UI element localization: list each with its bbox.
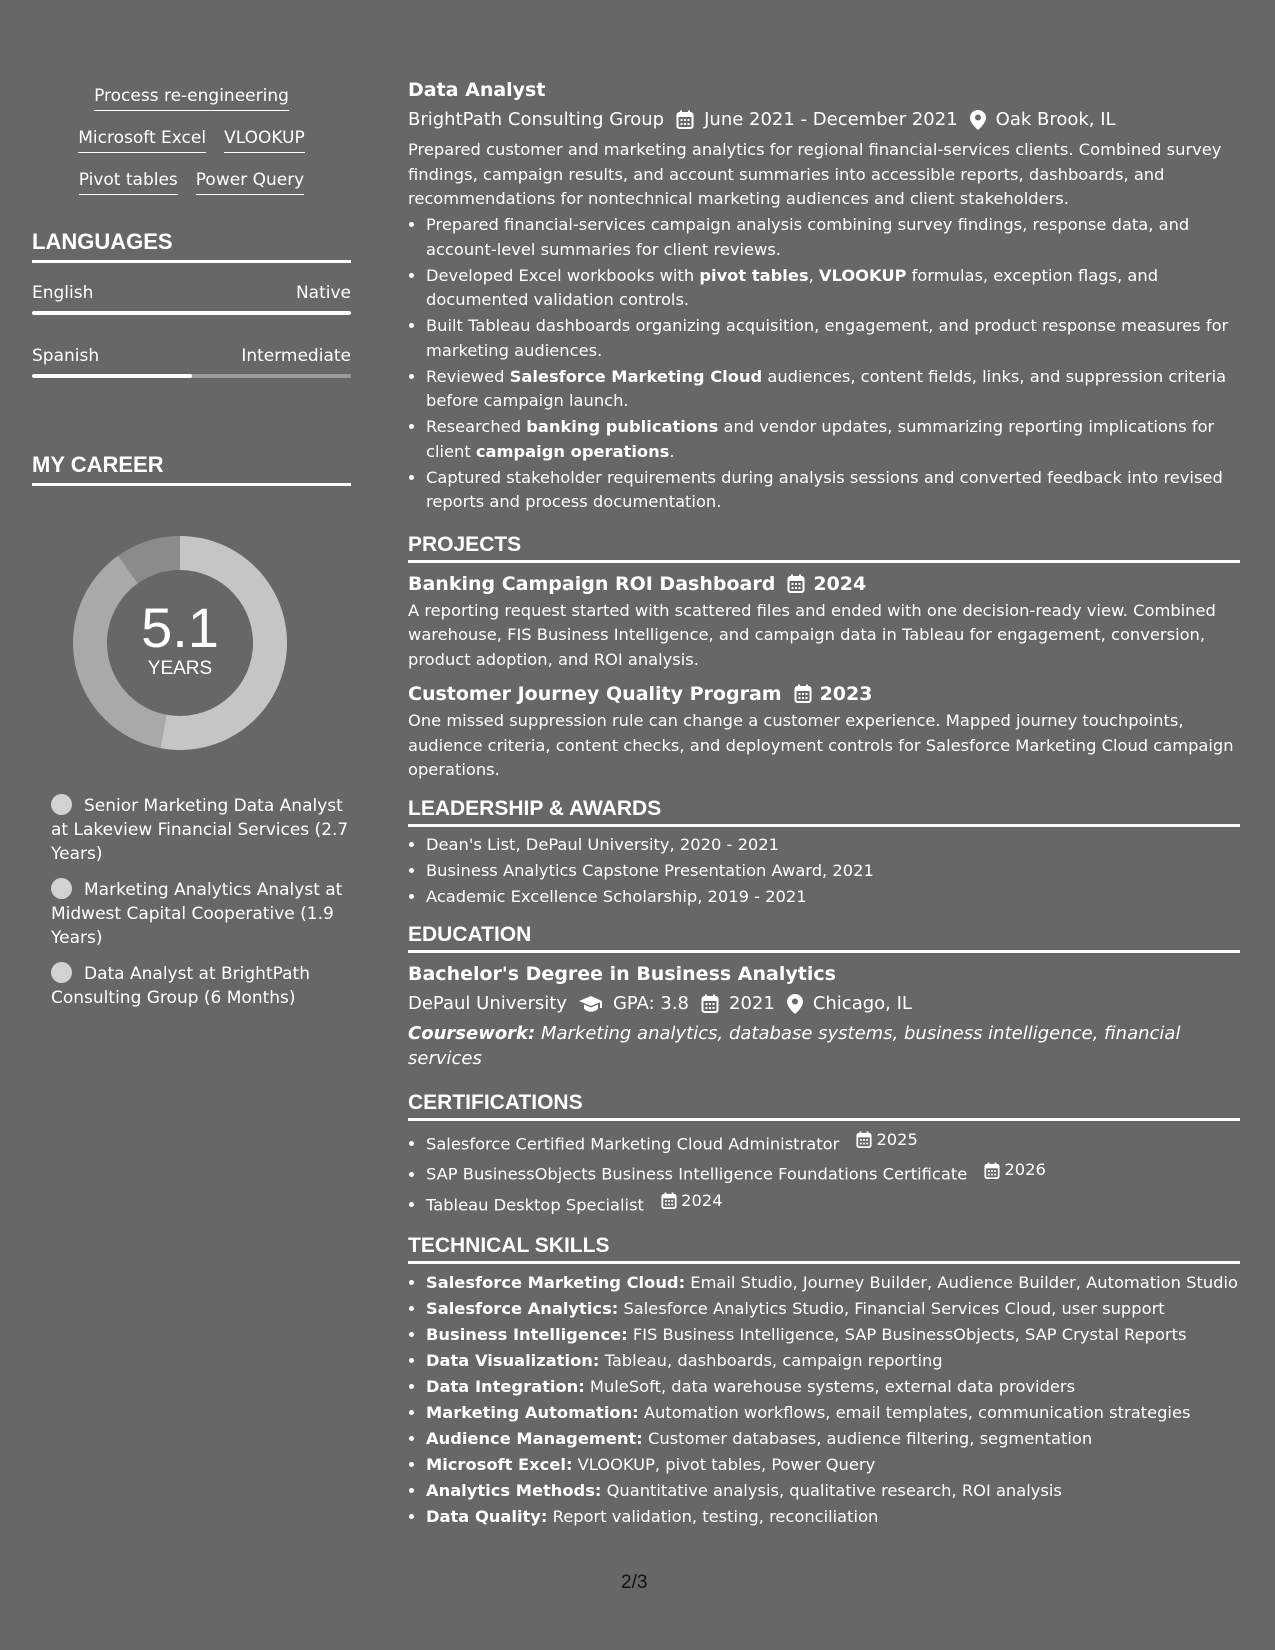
skill-item (426, 1323, 1240, 1348)
coursework-label: Coursework: (408, 1023, 536, 1044)
skill-value: Customer databases, audience filtering, segmentation (647, 1429, 1093, 1449)
skill-value: Salesforce Analytics Studio, Financial Services Cloud, user support (623, 1299, 1165, 1319)
career-donut (65, 528, 295, 758)
skill-item (426, 1401, 1240, 1426)
project-header (408, 682, 1240, 706)
job-bullet (426, 365, 1240, 414)
career-legend-item (51, 794, 351, 866)
certifications-list (408, 1128, 1240, 1217)
skills-list (408, 1271, 1240, 1530)
bullet-text: formulas, exception flags, and documented validation controls. (426, 265, 1159, 309)
job-bullet (426, 213, 1240, 262)
certifications-heading: CERTIFICATIONS (408, 1091, 1240, 1121)
calendar-icon (984, 1162, 1000, 1180)
education-heading: EDUCATION (408, 923, 1240, 953)
school-name: DePaul University (408, 993, 567, 1014)
job-bullet (426, 415, 1240, 464)
job-meta (408, 107, 1240, 133)
bullet-text: Researched (426, 417, 527, 436)
calendar-icon (794, 684, 812, 704)
skill-label: Data Quality: (426, 1507, 548, 1527)
certification-name: Salesforce Certified Marketing Cloud Administrator (426, 1134, 840, 1154)
skill-value: FIS Business Intelligence, SAP BusinessObjects, SAP Crystal Reports (632, 1325, 1187, 1345)
skill-label: Marketing Automation: (426, 1403, 639, 1423)
skill-tag: Process re-engineering (94, 86, 289, 111)
school-location: Chicago, IL (812, 993, 912, 1014)
job-bullet (426, 466, 1240, 515)
bullet-text: , (808, 265, 819, 285)
leadership-list (408, 833, 1240, 910)
career-legend (51, 794, 351, 1010)
tag-row (32, 170, 351, 195)
calendar-icon (676, 110, 694, 130)
graduation-year: 2021 (729, 993, 775, 1014)
skill-tag: Pivot tables (79, 170, 178, 195)
project-year: 2024 (813, 572, 867, 595)
career-total-unit: YEARS (147, 658, 213, 679)
skill-label: Data Integration: (426, 1377, 585, 1397)
skill-value: Tableau, dashboards, campaign reporting (604, 1351, 943, 1371)
leadership-heading: LEADERSHIP & AWARDS (408, 797, 1240, 827)
job-bullets (408, 213, 1240, 515)
bullet-keyword: VLOOKUP (818, 265, 907, 285)
bullet-text: Built Tableau dashboards organizing acquisition, engagement, and product response measures for marketing audiences. (426, 316, 1229, 360)
bullet-text: Reviewed (426, 366, 510, 386)
skill-item (426, 1349, 1240, 1374)
education-section (408, 923, 1240, 1071)
coursework-text: Marketing analytics, database systems, business intelligence, financial services (408, 1023, 1181, 1069)
language-bar (32, 311, 351, 315)
language-item (32, 282, 351, 315)
skill-tag: VLOOKUP (224, 128, 305, 153)
skill-item (426, 1453, 1240, 1478)
main-content (408, 78, 1240, 1530)
skill-item (426, 1375, 1240, 1400)
calendar-icon (856, 1131, 872, 1149)
language-bar-fill (32, 311, 351, 315)
project-item (408, 682, 1240, 783)
certification-name: Tableau Desktop Specialist (426, 1194, 644, 1214)
career-role: Data Analyst at BrightPath Consulting Group (6 Months) (51, 964, 310, 1008)
projects-heading: PROJECTS (408, 533, 1240, 563)
career-section (32, 452, 351, 1010)
skill-tag: Microsoft Excel (78, 128, 206, 153)
job-summary: Prepared customer and marketing analytics for regional financial-services clients. Combined survey findings, campaign results, and account summaries into accessible reports, dashboards, and recommendations for nontechnical marketing audiences and client stakeholders. (408, 140, 1222, 208)
certifications-section (408, 1091, 1240, 1217)
bullet-keyword: pivot tables (699, 265, 809, 285)
bullet-keyword: banking publications (526, 417, 719, 436)
project-description: A reporting request started with scattered files and ended with one decision-ready view. Combined warehouse, FIS Business Intelligence, and campaign data in Tableau for engagement, conversion, product adoption, and ROI analysis. (408, 600, 1216, 669)
skill-tag: Power Query (196, 170, 304, 195)
job-dates: June 2021 - December 2021 (704, 109, 958, 130)
skill-value: MuleSoft, data warehouse systems, external data providers (589, 1377, 1076, 1397)
projects-section (408, 533, 1240, 783)
bullet-text: Captured stakeholder requirements during analysis sessions and converted feedback into revised reports and process documentation. (426, 467, 1223, 511)
education-meta (408, 991, 1240, 1017)
job-bullet (426, 314, 1240, 363)
skills-heading: TECHNICAL SKILLS (408, 1234, 1240, 1264)
project-item (408, 572, 1240, 673)
project-description: One missed suppression rule can change a customer experience. Mapped journey touchpoints, audience criteria, content checks, and deployment controls for Salesforce Marketing Cloud campaign operations. (408, 711, 1234, 779)
skill-label: Salesforce Analytics: (426, 1299, 619, 1319)
job-location: Oak Brook, IL (995, 109, 1116, 130)
job-bullet (426, 264, 1240, 313)
language-level: Intermediate (241, 346, 351, 366)
bullet-keyword: Salesforce Marketing Cloud (509, 366, 763, 386)
career-total-number: 5.1 (141, 596, 219, 659)
language-name: English (32, 283, 94, 303)
tag-row (32, 128, 351, 153)
career-role: Senior Marketing Data Analyst at Lakeview Financial Services (2.7 Years) (51, 796, 349, 864)
language-item (32, 345, 351, 378)
skill-value: Quantitative analysis, qualitative research, ROI analysis (606, 1481, 1062, 1501)
bullet-keyword: campaign operations (475, 441, 670, 461)
skill-label: Audience Management: (426, 1429, 643, 1449)
coursework (408, 1021, 1240, 1071)
certification-item (426, 1189, 1240, 1218)
page-number: 2/3 (621, 1572, 648, 1593)
skill-label: Salesforce Marketing Cloud: (426, 1273, 686, 1293)
project-title: Banking Campaign ROI Dashboard (408, 572, 776, 595)
skill-label: Data Visualization: (426, 1351, 600, 1371)
bullet-text: and vendor updates, summarizing reporting implications for client (426, 417, 1215, 461)
legend-dot-icon (51, 962, 72, 983)
certification-item (426, 1128, 1240, 1157)
language-name: Spanish (32, 346, 100, 366)
list-item: • Business Analytics Capstone Presentation Award, 2021 (426, 859, 1240, 884)
company-name: BrightPath Consulting Group (408, 109, 665, 130)
location-pin-icon (970, 110, 986, 130)
skill-value: VLOOKUP, pivot tables, Power Query (577, 1455, 876, 1475)
languages-section (32, 229, 351, 378)
skill-value: Automation workflows, email templates, communication strategies (643, 1403, 1191, 1423)
language-level: Native (295, 283, 351, 303)
list-item: • Academic Excellence Scholarship, 2019 - 2021 (426, 885, 1240, 910)
language-bar-fill (32, 374, 192, 378)
calendar-icon (701, 994, 719, 1014)
skill-item (426, 1271, 1240, 1296)
skill-label: Business Intelligence: (426, 1325, 628, 1345)
tag-row (32, 86, 351, 111)
career-heading: MY CAREER (32, 452, 351, 486)
skill-item (426, 1427, 1240, 1452)
skill-item (426, 1505, 1240, 1530)
certification-year: 2026 (1004, 1160, 1046, 1180)
skill-label: Microsoft Excel: (426, 1455, 573, 1475)
experience-entry (408, 78, 1240, 515)
skill-label: Analytics Methods: (426, 1481, 602, 1501)
project-year: 2023 (819, 683, 873, 705)
list-item: • Dean's List, DePaul University, 2020 - 2021 (426, 833, 1240, 858)
job-title: Data Analyst (408, 79, 546, 101)
bullet-text: Developed Excel workbooks with (426, 265, 700, 285)
career-legend-item (51, 962, 351, 1010)
certification-year: 2025 (876, 1130, 918, 1149)
skill-value: Email Studio, Journey Builder, Audience Builder, Automation Studio (690, 1273, 1238, 1293)
legend-dot-icon (51, 878, 72, 899)
skill-tags (32, 86, 351, 195)
certification-item (426, 1158, 1240, 1187)
skill-value: Report validation, testing, reconciliation (552, 1507, 879, 1527)
career-role: Marketing Analytics Analyst at Midwest Capital Cooperative (1.9 Years) (51, 880, 343, 948)
sidebar (32, 86, 351, 1022)
degree-title: Bachelor's Degree in Business Analytics (408, 963, 836, 985)
certification-name: SAP BusinessObjects Business Intelligence Foundations Certificate (426, 1164, 968, 1184)
calendar-icon (787, 574, 805, 594)
project-title: Customer Journey Quality Program (408, 683, 782, 705)
location-pin-icon (787, 994, 803, 1014)
languages-heading: LANGUAGES (32, 229, 351, 263)
project-header (408, 572, 1240, 596)
calendar-icon (661, 1192, 677, 1210)
graduation-cap-icon (579, 995, 603, 1013)
bullet-text: Prepared financial-services campaign analysis combining survey findings, response data, and account-level summaries for client reviews. (426, 215, 1190, 259)
bullet-text: audiences, content fields, links, and suppression criteria before campaign launch. (426, 366, 1227, 410)
gpa: GPA: 3.8 (612, 993, 690, 1014)
leadership-section (408, 797, 1240, 910)
skill-item (426, 1479, 1240, 1504)
certification-year: 2024 (681, 1190, 723, 1210)
legend-dot-icon (51, 794, 72, 815)
career-legend-item (51, 878, 351, 950)
skills-section (408, 1234, 1240, 1530)
skill-item (426, 1297, 1240, 1322)
language-bar (32, 374, 351, 378)
bullet-text: . (669, 441, 675, 461)
